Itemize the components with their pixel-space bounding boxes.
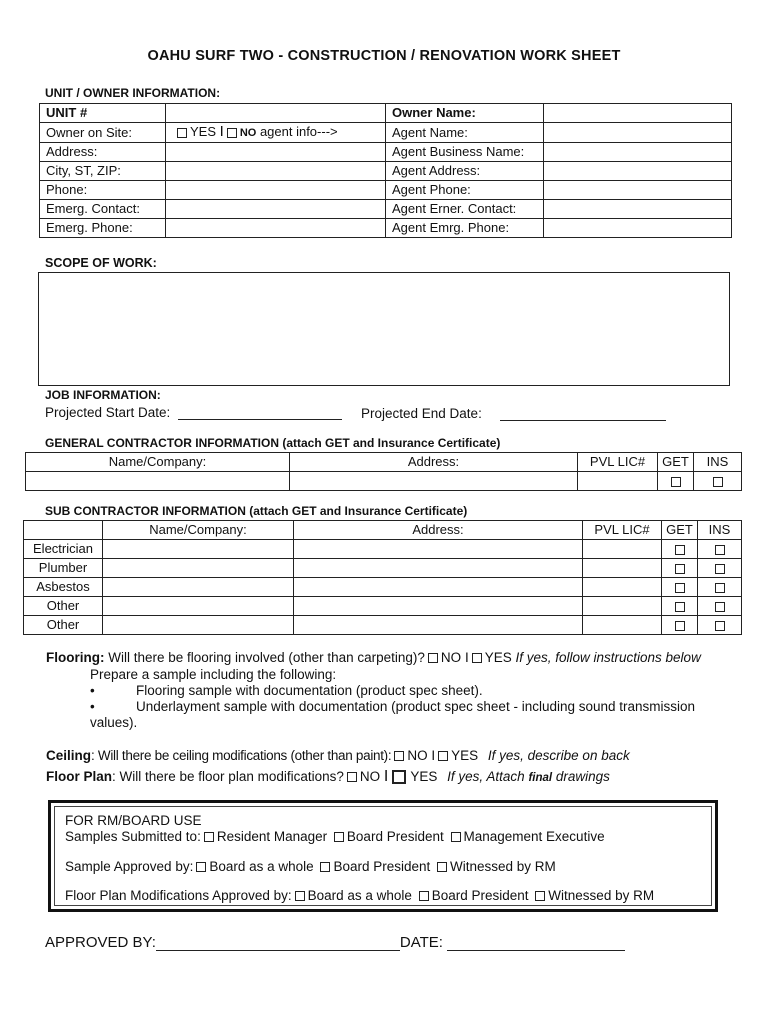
table-row: [24, 578, 742, 597]
gc-header-name: Name/Company:: [26, 453, 290, 472]
board-president-label: Board President: [333, 859, 431, 874]
rm-floorplan-label: Floor Plan Modifications Approved by:: [65, 888, 292, 903]
emerg-contact-field[interactable]: [166, 200, 386, 219]
table-row: [24, 559, 742, 578]
sub-trade-electrician: Electrician: [24, 540, 103, 559]
sub-name-field[interactable]: [103, 597, 294, 616]
gc-heading: GENERAL CONTRACTOR INFORMATION (attach GET and Insurance Certificate): [45, 436, 501, 450]
sub-heading: SUB CONTRACTOR INFORMATION (attach GET and Insurance Certificate): [45, 504, 468, 518]
no-label: NO: [239, 127, 257, 139]
agent-address-field[interactable]: [544, 162, 732, 181]
gc-ins-cell: [694, 472, 742, 491]
sub-get-checkbox[interactable]: [675, 564, 685, 574]
ceiling-label: Ceiling: [46, 748, 92, 763]
floorplan-question-text: : Will there be floor plan modifications?: [112, 769, 344, 784]
emerg-contact-label: Emerg. Contact:: [40, 200, 166, 219]
gc-ins-checkbox[interactable]: [713, 477, 723, 487]
table-row: [24, 597, 742, 616]
owner-on-site-label: Owner on Site:: [40, 123, 166, 143]
start-date-row: [45, 405, 342, 420]
gc-get-cell: [658, 472, 694, 491]
sub-get-cell: [662, 578, 698, 597]
end-date-field[interactable]: [500, 406, 666, 421]
address-label: Address:: [40, 143, 166, 162]
sub-get-checkbox[interactable]: [675, 621, 685, 631]
board-president-label: Board President: [431, 888, 529, 903]
job-info-heading: JOB INFORMATION:: [45, 388, 161, 402]
sub-header-ins: INS: [698, 521, 742, 540]
board-president-label: Board President: [346, 829, 444, 844]
sub-ins-checkbox[interactable]: [715, 621, 725, 631]
gc-header-get: GET: [658, 453, 694, 472]
flooring-bullet-2-text: Underlayment sample with documentation (product spec sheet - including sound transmission: [136, 699, 696, 714]
ceiling-instruction: If yes, describe on back: [487, 748, 630, 763]
ceiling-question: [46, 748, 630, 763]
sub-pvl-field[interactable]: [583, 597, 662, 616]
table-row: [40, 181, 732, 200]
sub-get-cell: [662, 540, 698, 559]
bullet-glyph: •: [90, 683, 95, 698]
rm-floorplan-row: [65, 888, 654, 903]
emerg-phone-field[interactable]: [166, 219, 386, 238]
agent-business-name-label: Agent Business Name:: [386, 143, 544, 162]
flooring-yes-label: YES: [484, 650, 512, 665]
flooring-instruction: If yes, follow instructions below: [515, 650, 701, 665]
rm-heading: FOR RM/BOARD USE: [65, 813, 202, 828]
table-row: [24, 616, 742, 635]
gc-get-checkbox[interactable]: [671, 477, 681, 487]
end-date-label: Projected End Date:: [361, 406, 482, 421]
address-field[interactable]: [166, 143, 386, 162]
agent-emrg-phone-field[interactable]: [544, 219, 732, 238]
witnessed-rm-checkbox[interactable]: [535, 891, 545, 901]
yes-label: YES: [190, 124, 217, 139]
approved-by-label: APPROVED BY:: [45, 934, 156, 951]
sub-address-field[interactable]: [294, 616, 583, 635]
table-row: [40, 219, 732, 238]
phone-label: Phone:: [40, 181, 166, 200]
flooring-bullet-1: [90, 683, 483, 698]
gc-header-address: Address:: [290, 453, 578, 472]
sub-ins-checkbox[interactable]: [715, 583, 725, 593]
flooring-no-checkbox[interactable]: [428, 653, 438, 663]
ceiling-no-label: NO: [407, 748, 428, 763]
flooring-question: [46, 650, 701, 665]
agent-phone-field[interactable]: [544, 181, 732, 200]
flooring-prepare: Prepare a sample including the following:: [90, 667, 337, 682]
table-row: [26, 453, 742, 472]
flooring-bullet-2: [90, 699, 696, 714]
approved-by-field[interactable]: [156, 934, 400, 951]
scope-heading: SCOPE OF WORK:: [45, 256, 157, 270]
agent-emrg-phone-label: Agent Emrg. Phone:: [386, 219, 544, 238]
owner-on-site-options: [166, 123, 386, 143]
ceiling-no-checkbox[interactable]: [394, 751, 404, 761]
sub-ins-cell: [698, 559, 742, 578]
sub-trade-plumber: Plumber: [24, 559, 103, 578]
rm-board-box: [48, 800, 718, 912]
sub-ins-checkbox[interactable]: [715, 545, 725, 555]
sub-ins-checkbox[interactable]: [715, 602, 725, 612]
flooring-question-text: Will there be flooring involved (other than carpeting)?: [108, 650, 425, 665]
board-president-checkbox[interactable]: [419, 891, 429, 901]
flooring-no-label: NO: [440, 650, 462, 665]
separator: I: [383, 768, 389, 785]
rm-approved-row: [65, 859, 556, 874]
rm-board-inner: [54, 806, 712, 906]
rm-samples-label: Samples Submitted to:: [65, 829, 201, 844]
floorplan-yes-label: YES: [410, 769, 438, 784]
approval-footer: [45, 934, 625, 951]
start-date-field[interactable]: [178, 405, 342, 420]
date-field[interactable]: [447, 934, 625, 951]
board-president-checkbox[interactable]: [320, 862, 330, 872]
page-title: OAHU SURF TWO - CONSTRUCTION / RENOVATION WORK SHEET: [147, 48, 621, 64]
yes-checkbox[interactable]: [177, 128, 187, 138]
sub-get-cell: [662, 597, 698, 616]
sub-address-field[interactable]: [294, 597, 583, 616]
city-st-zip-label: City, ST, ZIP:: [40, 162, 166, 181]
sub-address-field[interactable]: [294, 559, 583, 578]
sub-ins-cell: [698, 540, 742, 559]
sub-ins-cell: [698, 597, 742, 616]
sub-ins-cell: [698, 616, 742, 635]
board-whole-label: Board as a whole: [209, 859, 314, 874]
table-row: [40, 104, 732, 123]
table-row: [40, 143, 732, 162]
ceiling-yes-checkbox[interactable]: [438, 751, 448, 761]
unit-number-label: UNIT #: [40, 104, 166, 123]
agent-phone-label: Agent Phone:: [386, 181, 544, 200]
sub-trade-asbestos: Asbestos: [24, 578, 103, 597]
witnessed-rm-label: Witnessed by RM: [548, 888, 655, 903]
resident-manager-checkbox[interactable]: [204, 832, 214, 842]
sub-get-cell: [662, 616, 698, 635]
agent-info-label: agent info--->: [259, 124, 338, 139]
owner-name-label: Owner Name:: [386, 104, 544, 123]
separator: I: [431, 748, 436, 763]
sub-address-field[interactable]: [294, 578, 583, 597]
owner-name-field[interactable]: [544, 104, 732, 123]
board-whole-checkbox[interactable]: [295, 891, 305, 901]
gc-address-field[interactable]: [290, 472, 578, 491]
sub-pvl-field[interactable]: [583, 616, 662, 635]
floorplan-no-checkbox[interactable]: [347, 772, 357, 782]
city-st-zip-field[interactable]: [166, 162, 386, 181]
floorplan-instruction-c: drawings: [555, 769, 610, 784]
sub-get-cell: [662, 559, 698, 578]
sub-header-pvl: PVL LIC#: [583, 521, 662, 540]
agent-emer-contact-label: Agent Erner. Contact:: [386, 200, 544, 219]
scope-of-work-field[interactable]: [38, 272, 730, 386]
agent-emer-contact-field[interactable]: [544, 200, 732, 219]
sub-get-checkbox[interactable]: [675, 545, 685, 555]
sub-name-field[interactable]: [103, 578, 294, 597]
sub-name-field[interactable]: [103, 559, 294, 578]
sub-get-checkbox[interactable]: [675, 602, 685, 612]
sub-header-name: Name/Company:: [103, 521, 294, 540]
resident-manager-label: Resident Manager: [216, 829, 328, 844]
separator: I: [219, 123, 224, 140]
flooring-bullet-2-cont: values).: [90, 715, 138, 730]
ceiling-yes-label: YES: [451, 748, 479, 763]
table-row: [40, 123, 732, 143]
separator: I: [464, 650, 469, 665]
sub-header-address: Address:: [294, 521, 583, 540]
sub-header-get: GET: [662, 521, 698, 540]
floorplan-instruction-a: If yes, Attach: [447, 769, 525, 784]
sub-get-checkbox[interactable]: [675, 583, 685, 593]
sub-address-field[interactable]: [294, 540, 583, 559]
table-row: [24, 521, 742, 540]
board-whole-label: Board as a whole: [307, 888, 412, 903]
flooring-label: Flooring:: [46, 650, 105, 665]
table-row: [24, 540, 742, 559]
floorplan-question: [46, 768, 610, 786]
ceiling-question-text: : Will there be ceiling modifications (other than paint):: [91, 748, 392, 763]
board-president-checkbox[interactable]: [334, 832, 344, 842]
sub-trade-other: Other: [24, 616, 103, 635]
gc-table: [25, 452, 742, 491]
witnessed-rm-label: Witnessed by RM: [450, 859, 556, 874]
board-whole-checkbox[interactable]: [196, 862, 206, 872]
floorplan-no-label: NO: [359, 769, 381, 784]
table-row: [40, 162, 732, 181]
witnessed-rm-checkbox[interactable]: [437, 862, 447, 872]
gc-header-pvl: PVL LIC#: [578, 453, 658, 472]
bullet-glyph: •: [90, 699, 95, 714]
sub-name-field[interactable]: [103, 616, 294, 635]
gc-name-field[interactable]: [26, 472, 290, 491]
sub-header-trade: [24, 521, 103, 540]
sub-trade-other: Other: [24, 597, 103, 616]
emerg-phone-label: Emerg. Phone:: [40, 219, 166, 238]
flooring-yes-checkbox[interactable]: [472, 653, 482, 663]
rm-approved-label: Sample Approved by:: [65, 859, 194, 874]
flooring-bullet-1-text: Flooring sample with documentation (product spec sheet).: [136, 683, 483, 698]
phone-field[interactable]: [166, 181, 386, 200]
sub-pvl-field[interactable]: [583, 559, 662, 578]
no-checkbox[interactable]: [227, 128, 237, 138]
floorplan-yes-checkbox[interactable]: [392, 770, 406, 784]
unit-number-field[interactable]: [166, 104, 386, 123]
gc-pvl-field[interactable]: [578, 472, 658, 491]
sub-name-field[interactable]: [103, 540, 294, 559]
floorplan-instruction-b: final: [528, 772, 553, 784]
table-row: [40, 200, 732, 219]
sub-pvl-field[interactable]: [583, 540, 662, 559]
floorplan-label: Floor Plan: [46, 769, 113, 784]
unit-owner-table: [39, 103, 732, 238]
start-date-label: Projected Start Date:: [45, 405, 171, 420]
sub-table: [23, 520, 742, 635]
agent-name-field[interactable]: [544, 123, 732, 143]
sub-pvl-field[interactable]: [583, 578, 662, 597]
management-executive-checkbox[interactable]: [451, 832, 461, 842]
end-date-row: [361, 406, 666, 421]
agent-address-label: Agent Address:: [386, 162, 544, 181]
sub-ins-checkbox[interactable]: [715, 564, 725, 574]
agent-business-name-field[interactable]: [544, 143, 732, 162]
sub-ins-cell: [698, 578, 742, 597]
unit-owner-heading: UNIT / OWNER INFORMATION:: [45, 86, 221, 100]
gc-header-ins: INS: [694, 453, 742, 472]
date-label: DATE:: [399, 934, 443, 951]
agent-name-label: Agent Name:: [386, 123, 544, 143]
management-executive-label: Management Executive: [463, 829, 605, 844]
rm-samples-row: [65, 829, 605, 844]
table-row: [26, 472, 742, 491]
